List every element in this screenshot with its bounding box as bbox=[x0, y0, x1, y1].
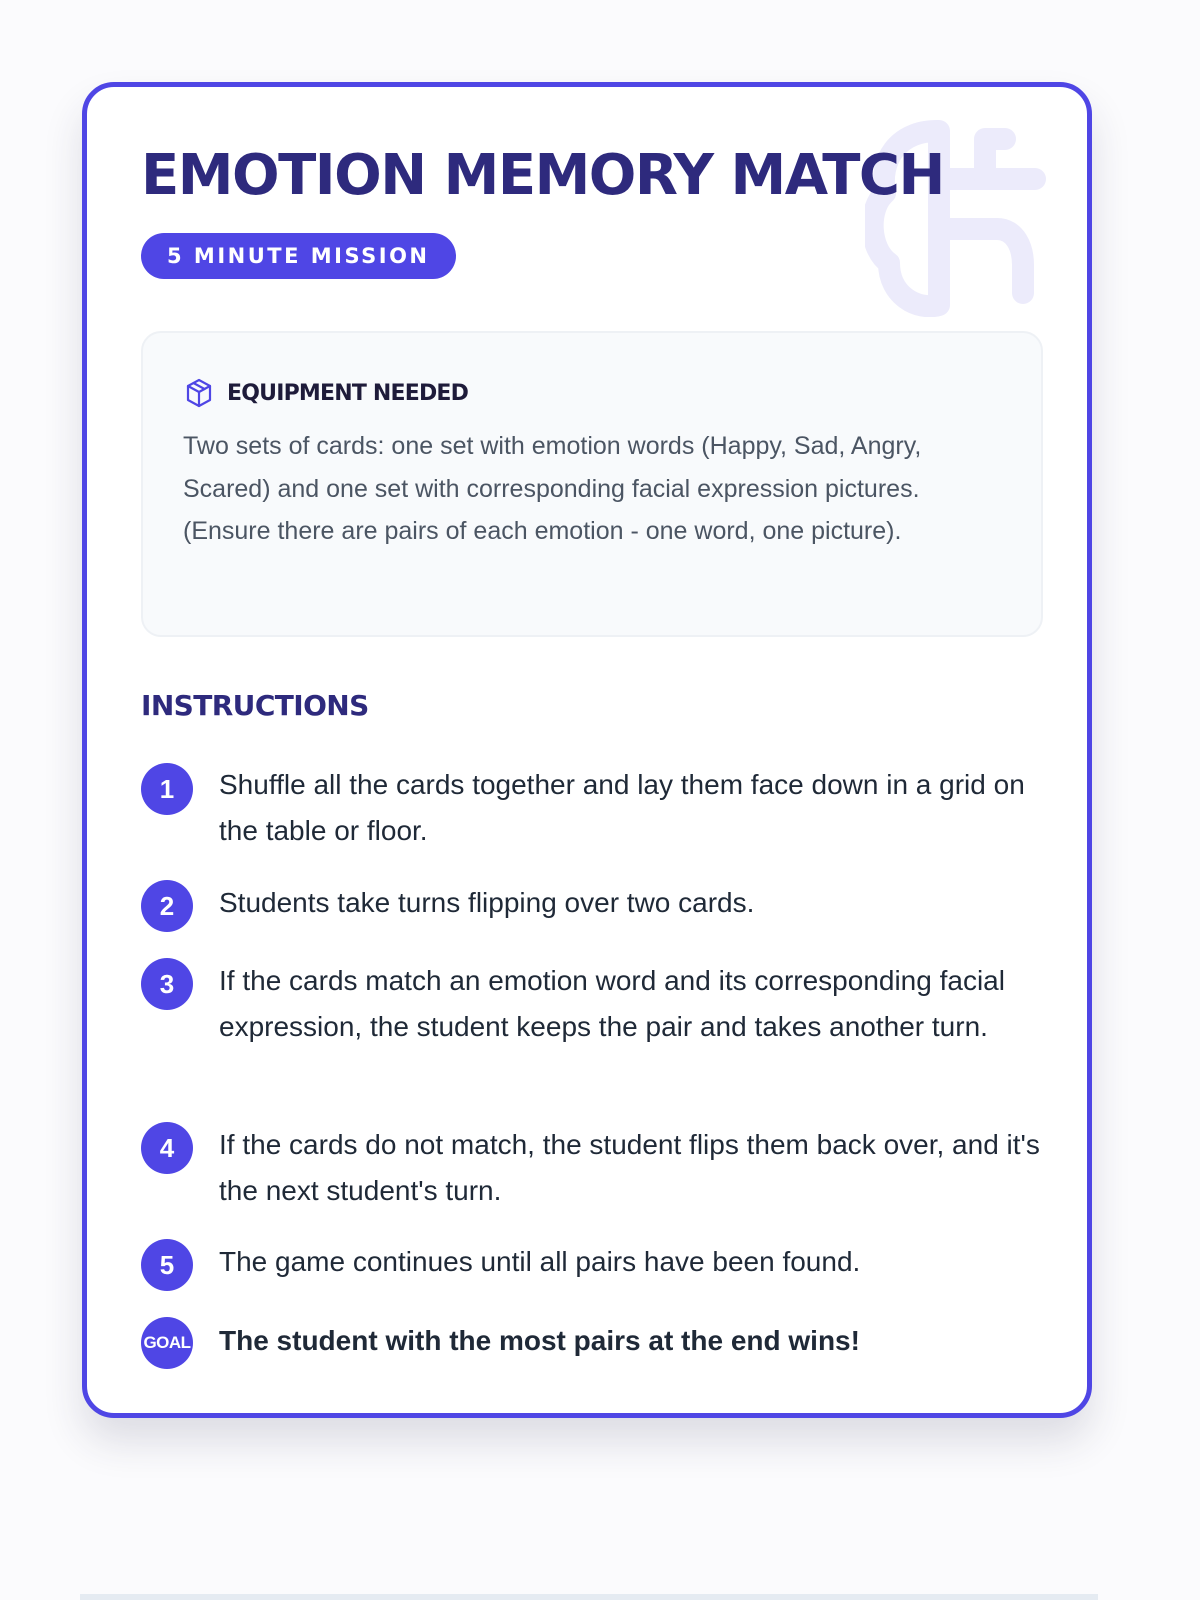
step-2-number: 2 bbox=[141, 880, 193, 932]
equipment-panel bbox=[141, 331, 1043, 637]
activity-title: EMOTION MEMORY MATCH bbox=[141, 143, 944, 208]
step-3-text: If the cards match an emotion word and its corresponding facial expression, the student keeps the pair and takes another turn. bbox=[219, 965, 1005, 1042]
duration-badge: 5 MINUTE MISSION bbox=[141, 233, 456, 279]
step-4-number: 4 bbox=[141, 1122, 193, 1174]
step-4-text: If the cards do not match, the student flips them back over, and it's the next student's turn. bbox=[219, 1129, 1040, 1206]
box-icon bbox=[183, 377, 215, 409]
equipment-header bbox=[183, 377, 468, 409]
goal-badge: GOAL bbox=[141, 1317, 193, 1369]
step-5-number: 5 bbox=[141, 1239, 193, 1291]
goal-text: The student with the most pairs at the end wins! bbox=[219, 1325, 860, 1356]
step-1-number: 1 bbox=[141, 763, 193, 815]
bottom-divider bbox=[80, 1594, 1098, 1600]
step-2-text: Students take turns flipping over two cards. bbox=[219, 887, 755, 918]
step-1-text: Shuffle all the cards together and lay them face down in a grid on the table or floor. bbox=[219, 769, 1025, 846]
equipment-heading: EQUIPMENT NEEDED bbox=[227, 380, 469, 406]
instructions-heading: INSTRUCTIONS bbox=[141, 689, 369, 722]
step-5-text: The game continues until all pairs have been found. bbox=[219, 1246, 861, 1277]
step-3-number: 3 bbox=[141, 958, 193, 1010]
activity-card bbox=[82, 82, 1092, 1418]
equipment-description: Two sets of cards: one set with emotion words (Happy, Sad, Angry, Scared) and one set with corresponding facial expression pictures. (Ensure there are pairs of each emotion - one word, one picture). bbox=[183, 432, 922, 545]
